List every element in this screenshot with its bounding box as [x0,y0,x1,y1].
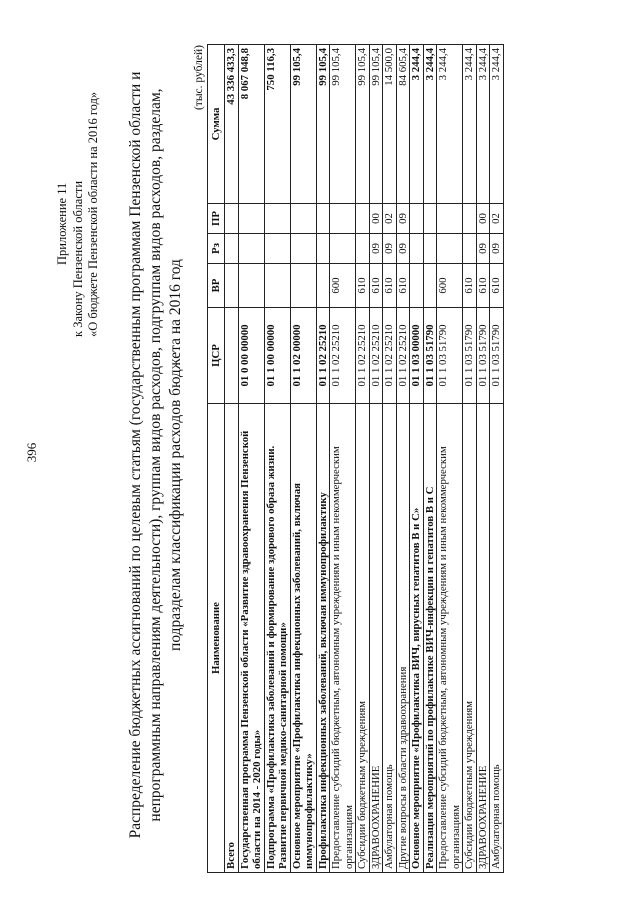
cell-rz [225,234,239,264]
cell-pr: 02 [383,204,397,234]
document-title: Распределение бюджетных ассигнований по целевым статьям (государственным программам Пензенской области и непрограммным направлениям деятельности), группам видов расходов, подгруппам видов расходов, разделам, подразделам классификации расходов бюджета на 2016 год [127,71,184,839]
cell-sum: 99 105,4 [369,45,383,204]
cell-vr: 610 [369,264,383,308]
cell-pr [238,204,264,234]
cell-csr: 01 1 00 00000 [264,308,290,404]
cell-name: Субсидии бюджетным учреждениям [356,404,370,873]
table-row [264,45,290,873]
cell-pr [225,204,239,234]
cell-sum: 99 105,4 [330,45,356,204]
cell-rz [238,234,264,264]
cell-pr [356,204,370,234]
table-row [410,45,424,873]
cell-rz [423,234,437,264]
cell-sum: 3 244,4 [490,45,504,204]
cell-name: ЗДРАВООХРАНЕНИЕ [369,404,383,873]
cell-pr [330,204,356,234]
cell-name: Основное мероприятие «Профилактика ВИЧ, вирусных гепатитов В и С» [410,404,424,873]
cell-vr: 610 [463,264,477,308]
cell-csr: 01 1 03 51790 [437,308,463,404]
cell-csr: 01 1 02 25210 [316,308,330,404]
cell-sum: 43 336 433,3 [225,45,239,204]
appendix-header [55,92,102,337]
cell-sum: 99 105,4 [290,45,316,204]
cell-rz [290,234,316,264]
cell-sum: 3 244,4 [476,45,490,204]
cell-vr: 610 [356,264,370,308]
cell-csr: 01 1 03 51790 [463,308,477,404]
cell-vr: 610 [383,264,397,308]
cell-name: Государственная программа Пензенской области «Развитие здравоохранения Пензенской области на 2014 - 2020 годы» [238,404,264,873]
cell-pr [290,204,316,234]
cell-csr: 01 1 03 51790 [490,308,504,404]
cell-pr [423,204,437,234]
cell-sum: 14 500,0 [383,45,397,204]
cell-rz: 09 [369,234,383,264]
cell-pr [437,204,463,234]
table-header-row [208,45,225,873]
cell-csr: 01 1 02 25210 [369,308,383,404]
header-pr: ПР [208,204,225,234]
cell-vr [238,264,264,308]
cell-pr: 00 [476,204,490,234]
cell-sum: 3 244,4 [437,45,463,204]
header-vr: ВР [208,264,225,308]
cell-rz: 09 [490,234,504,264]
cell-rz [437,234,463,264]
table-row [476,45,490,873]
cell-rz: 09 [396,234,410,264]
table-body [225,45,504,873]
cell-name: Всего [225,404,239,873]
cell-vr [225,264,239,308]
cell-vr [410,264,424,308]
cell-vr: 610 [490,264,504,308]
header-sum: Сумма [208,45,225,204]
cell-name: Предоставление субсидий бюджетным, автономным учреждениям и иным некоммерческим организациям [437,404,463,873]
table-row [330,45,356,873]
cell-vr [264,264,290,308]
cell-rz: 09 [476,234,490,264]
table-row [423,45,437,873]
table-row [383,45,397,873]
cell-csr [225,308,239,404]
cell-vr: 610 [396,264,410,308]
table-row [369,45,383,873]
cell-vr [316,264,330,308]
appendix-law: к Закону Пензенской области [70,180,85,337]
cell-sum: 84 605,4 [396,45,410,204]
page-number: 396 [24,442,39,463]
cell-sum: 3 244,4 [423,45,437,204]
cell-sum: 3 244,4 [463,45,477,204]
cell-pr [316,204,330,234]
table-row [316,45,330,873]
budget-table [207,44,504,873]
cell-name: Подпрограмма «Профилактика заболеваний и формирование здорового образа жизни. Развитие первичной медико-санитарной помощи» [264,404,290,873]
cell-pr [264,204,290,234]
cell-pr [463,204,477,234]
cell-pr: 02 [490,204,504,234]
cell-vr: 600 [330,264,356,308]
cell-name: Основное мероприятие «Профилактика инфекционных заболеваний, включая иммунопрофилактику» [290,404,316,873]
cell-csr: 01 1 02 25210 [330,308,356,404]
cell-name: Предоставление субсидий бюджетным, автономным учреждениям и иным некоммерческим организациям [330,404,356,873]
header-rz: Рз [208,234,225,264]
cell-csr: 01 0 00 00000 [238,308,264,404]
cell-sum: 99 105,4 [356,45,370,204]
cell-name: Реализация мероприятий по профилактике ВИЧ-инфекции и гепатитов В и С [423,404,437,873]
cell-rz: 09 [383,234,397,264]
header-csr: ЦСР [208,308,225,404]
cell-sum: 99 105,4 [316,45,330,204]
cell-name: Амбулаторная помощь [383,404,397,873]
cell-csr: 01 1 02 00000 [290,308,316,404]
cell-rz [264,234,290,264]
cell-vr [423,264,437,308]
cell-csr: 01 1 03 51790 [423,308,437,404]
cell-rz [410,234,424,264]
cell-name: Другие вопросы в области здравоохранения [396,404,410,873]
cell-csr: 01 1 03 00000 [410,308,424,404]
cell-name: Субсидии бюджетным учреждениям [463,404,477,873]
cell-sum: 750 116,3 [264,45,290,204]
cell-sum: 3 244,4 [410,45,424,204]
appendix-law-title: «О бюджете Пензенской области на 2016 год» [86,91,100,337]
units-label: (тыс. рублей) [193,45,205,111]
cell-pr [410,204,424,234]
cell-csr: 01 1 02 25210 [356,308,370,404]
cell-csr: 01 1 02 25210 [396,308,410,404]
cell-csr: 01 1 03 51790 [476,308,490,404]
table-row [238,45,264,873]
table-row [463,45,477,873]
table-row [225,45,239,873]
appendix-number: Приложение 11 [55,182,69,265]
cell-csr: 01 1 02 25210 [383,308,397,404]
cell-pr: 00 [369,204,383,234]
table-row [490,45,504,873]
table-row [396,45,410,873]
cell-name: ЗДРАВООХРАНЕНИЕ [476,404,490,873]
cell-rz [463,234,477,264]
table-row [356,45,370,873]
cell-rz [330,234,356,264]
table-row [290,45,316,873]
cell-vr [290,264,316,308]
cell-pr: 09 [396,204,410,234]
cell-name: Амбулаторная помощь [490,404,504,873]
header-name: Наименование [208,404,225,873]
cell-rz [316,234,330,264]
cell-sum: 8 067 048,8 [238,45,264,204]
cell-name: Профилактика инфекционных заболеваний, включая иммунопрофилактику [316,404,330,873]
table-row [437,45,463,873]
cell-vr: 600 [437,264,463,308]
cell-rz [356,234,370,264]
cell-vr: 610 [476,264,490,308]
